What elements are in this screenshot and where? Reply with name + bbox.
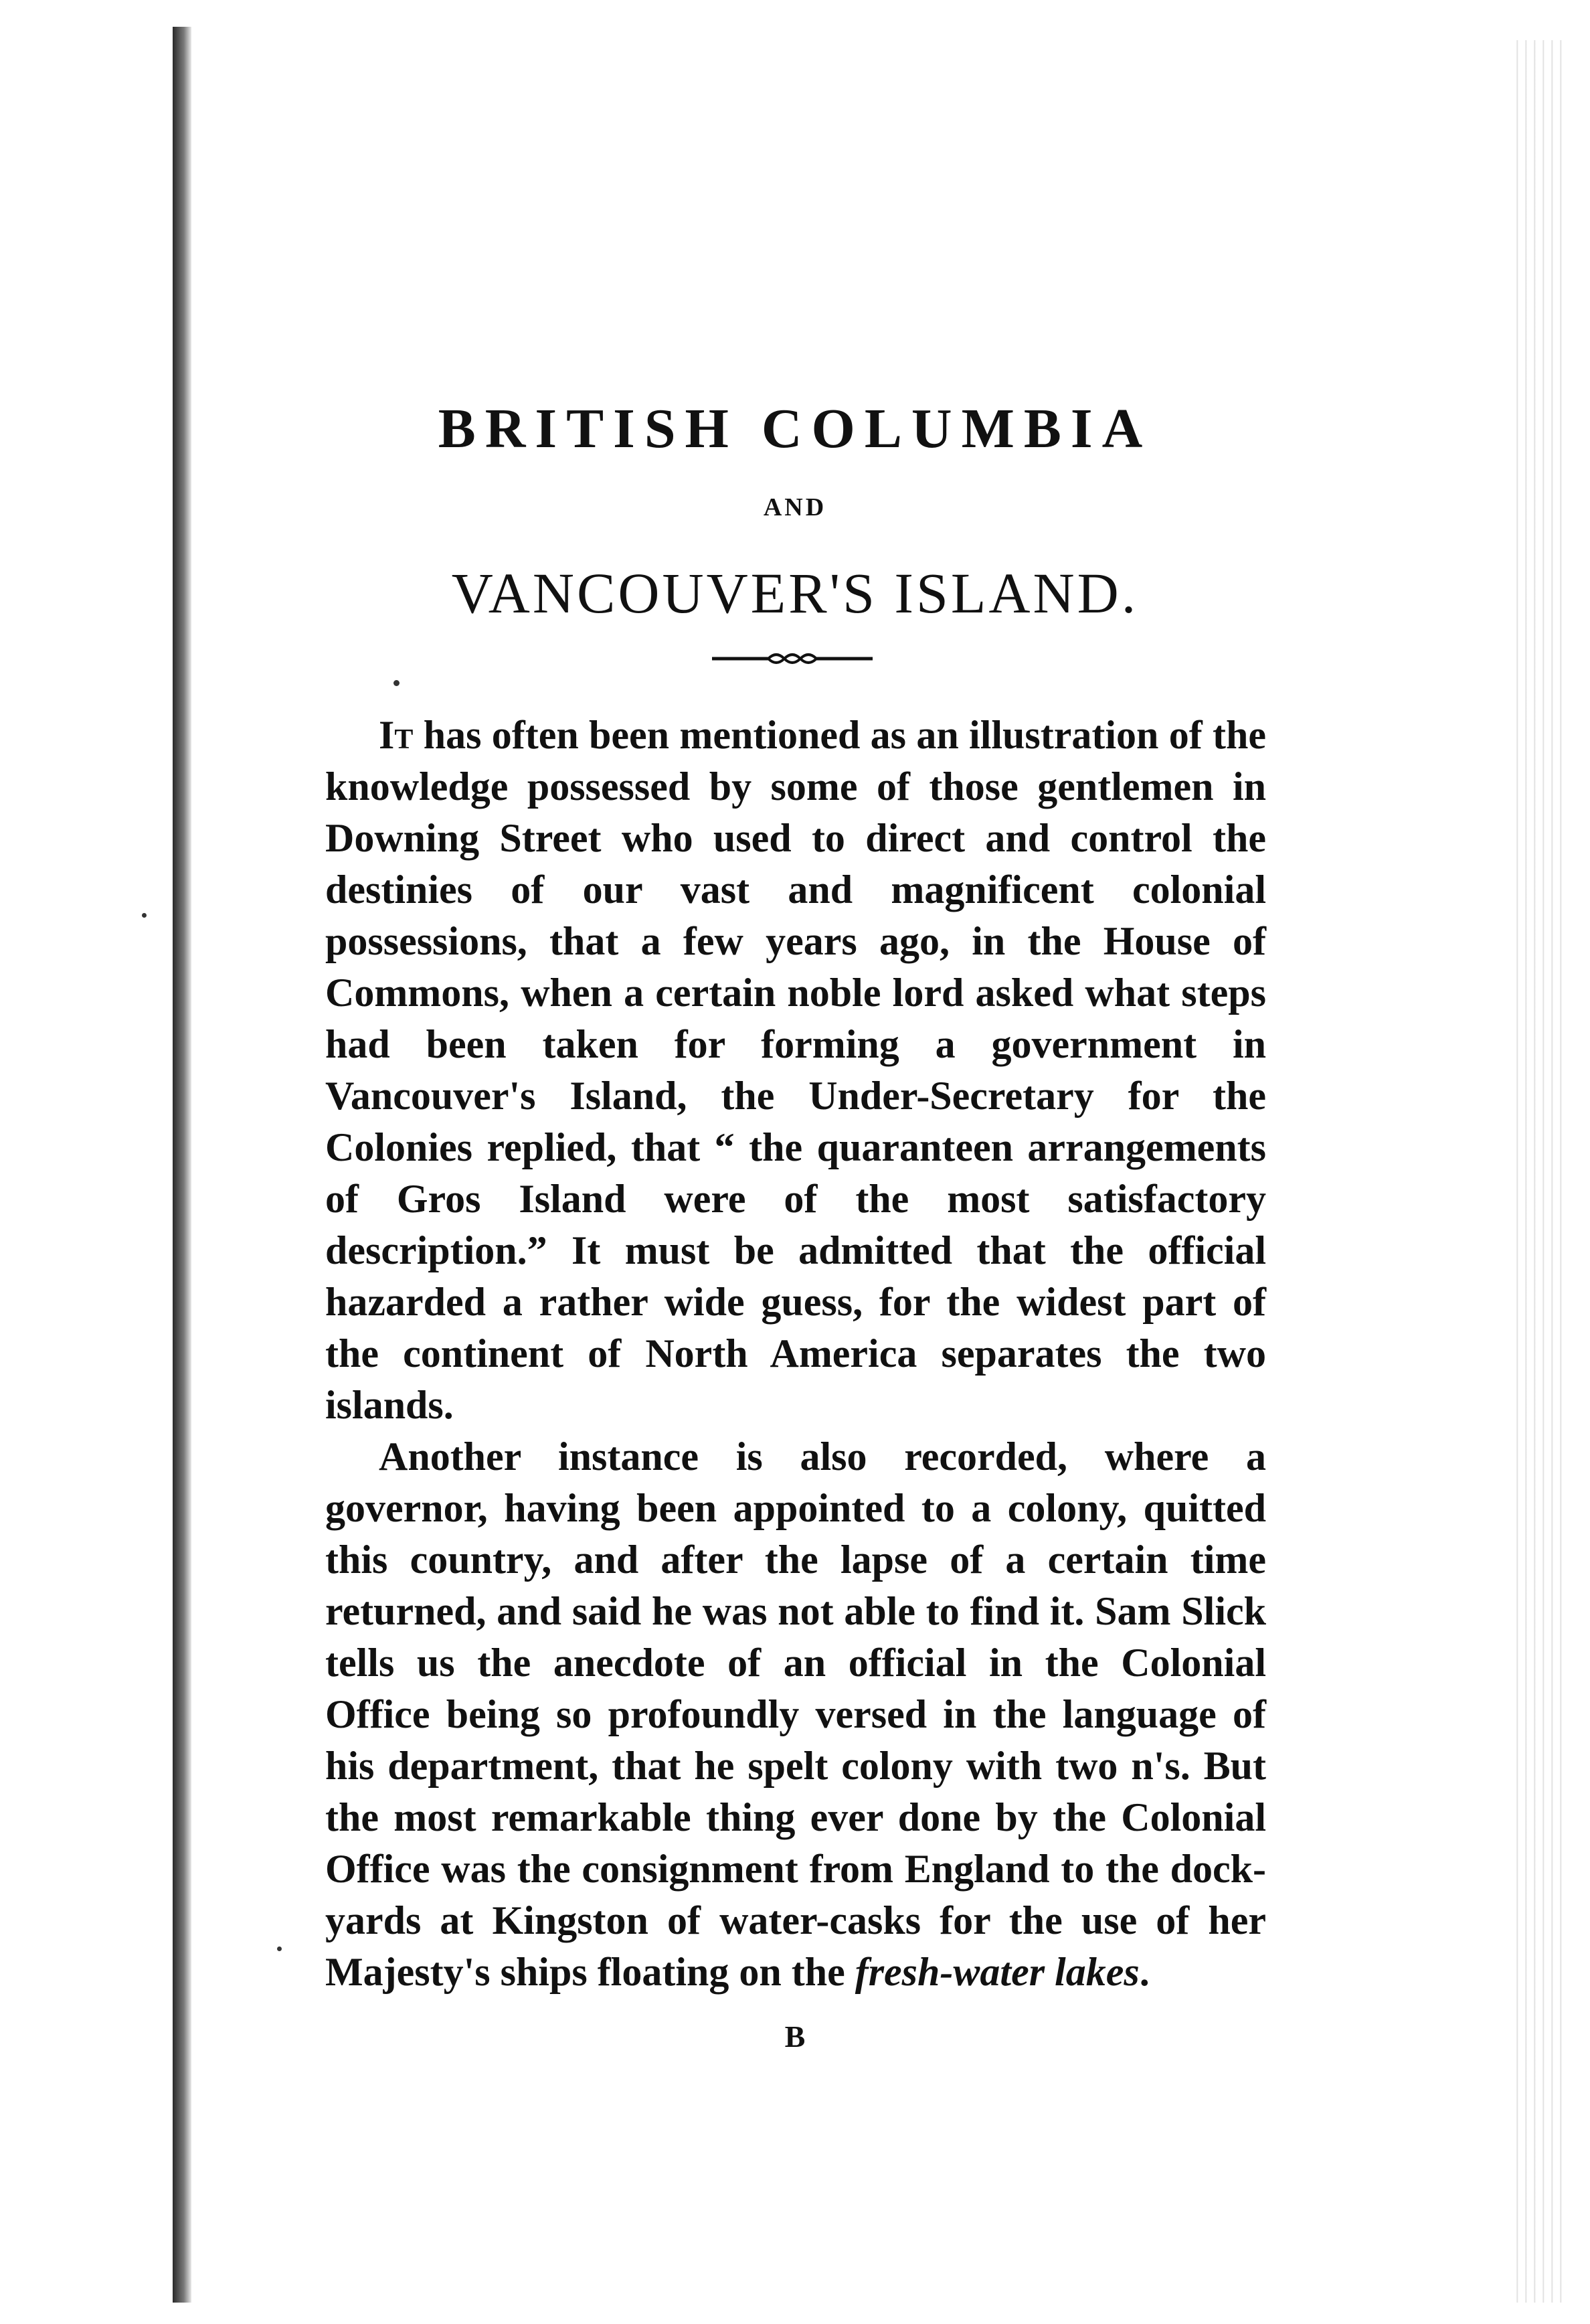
paragraph-2-italic: fresh-water lakes [855, 1950, 1140, 1994]
title-connector: AND [763, 493, 827, 521]
page-title: BRITISH COLUMBIA [438, 398, 1152, 460]
binding-shadow [173, 27, 191, 2303]
ink-speck [393, 680, 400, 686]
page-subtitle: VANCOUVER'S ISLAND. [451, 561, 1139, 625]
ink-speck [142, 913, 147, 918]
paragraph-1 [325, 710, 1266, 1431]
signature-mark: B [784, 2019, 806, 2054]
paragraph-2 [325, 1431, 1266, 1998]
ink-speck [277, 1946, 282, 1951]
paragraph-2-end: . [1139, 1950, 1150, 1994]
body-text [325, 710, 1266, 1998]
paragraph-1-text: has often been mentioned as an illustration of the knowledge possessed by some of those gentlemen in Downing Street who used to direct and control the destinies of our vast and magnificent colonial possessions, that a few years ago, in the House of Commons, when a certain noble lord asked what steps had been taken for forming a government in Vancouver's Island, the Under-Secretary for the Colonies replied, that “ the quaranteen arrangements of Gros Island were of the most satisfactory description.” It must be admitted that the official hazarded a rather wide guess, for the widest part of the continent of North America separates the two islands. [325, 713, 1266, 1427]
paragraph-2-text: Another instance is also recorded, where a governor, having been appointed to a colony, quitted this country, and after the lapse of a certain time returned, and said he was not able to find it. Sam Slick tells us the anecdote of an official in the Colonial Office being so profoundly versed in the language of his department, that he spelt colony with two n's. But the most remarkable thing ever done by the Colonial Office was the consignment from England to the dock-yards at Kingston of water-casks for the use of her Majesty's ships floating on the [325, 1434, 1266, 1994]
ornament-divider [712, 645, 873, 672]
paragraph-1-lead: It [379, 713, 414, 757]
page-edges [1510, 40, 1566, 2303]
